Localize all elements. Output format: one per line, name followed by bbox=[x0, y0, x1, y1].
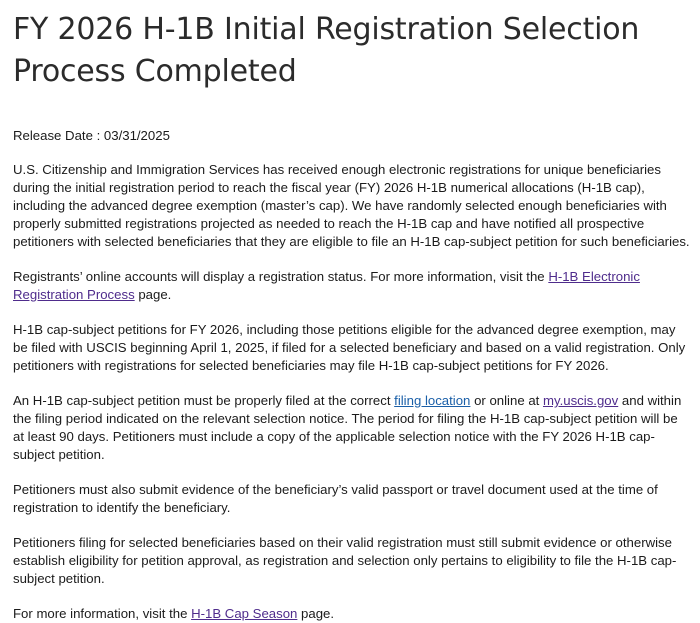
paragraph-text: page. bbox=[134, 287, 172, 302]
paragraph-text: For more information, visit the bbox=[13, 606, 192, 621]
my-uscis-gov-link[interactable]: my.uscis.gov bbox=[542, 393, 619, 408]
release-date: Release Date : 03/31/2025 bbox=[13, 128, 170, 143]
paragraph-text: Registrants’ online accounts will display a registration status. For more information, visit the bbox=[13, 269, 549, 284]
filing-location-link[interactable]: filing location bbox=[394, 393, 471, 408]
paragraph-registration-summary: U.S. Citizenship and Immigration Services has received enough electronic registrations for unique beneficiaries during the initial registration period to reach the fiscal year (FY) 2026 H-1B numerical allocations (H-1B cap), including the advanced degree exemption (master’s cap). We have randomly selected enough beneficiaries with properly submitted registrations projected as needed to reach the H-1B cap and have notified all prospective petitioners with selected beneficiaries that they are eligible to file an H-1B cap-subject petition for such beneficiaries. bbox=[13, 162, 690, 249]
paragraph-text: An H-1B cap-subject petition must be properly filed at the correct bbox=[13, 393, 395, 408]
paragraph-filing-location bbox=[13, 392, 690, 464]
paragraph-text: page. bbox=[297, 606, 335, 621]
paragraph-online-accounts bbox=[13, 268, 690, 304]
page-title: FY 2026 H-1B Initial Registration Selection Process Completed bbox=[13, 12, 640, 89]
paragraph-eligibility: Petitioners filing for selected beneficiaries based on their valid registration must still submit evidence or otherwise establish eligibility for petition approval, as registration and selection only pertains to eligibility to file the H-1B cap-subject petition. bbox=[13, 535, 677, 586]
paragraph-more-info bbox=[13, 605, 690, 623]
paragraph-text: or online at bbox=[470, 393, 543, 408]
paragraph-passport-evidence: Petitioners must also submit evidence of the beneficiary’s valid passport or travel document used at the time of registration to identify the beneficiary. bbox=[13, 482, 658, 515]
h1b-cap-season-link[interactable]: H-1B Cap Season bbox=[191, 606, 298, 621]
paragraph-filing-dates: H-1B cap-subject petitions for FY 2026, including those petitions eligible for the advanced degree exemption, may be filed with USCIS beginning April 1, 2025, if filed for a selected beneficiary and based on a valid registration. Only petitioners with registrations for selected beneficiaries may file H-1B cap-subject petitions for FY 2026. bbox=[13, 322, 686, 373]
paragraph-text: and within the filing period indicated on the relevant selection notice. The period for filing the H-1B cap-subject petition will be at least 90 days. Petitioners must include a copy of the applicable selection notice with the FY 2026 H-1B cap-subject petition. bbox=[13, 393, 682, 462]
h1b-electronic-registration-link[interactable]: H-1B Electronic Registration Process bbox=[13, 269, 640, 302]
